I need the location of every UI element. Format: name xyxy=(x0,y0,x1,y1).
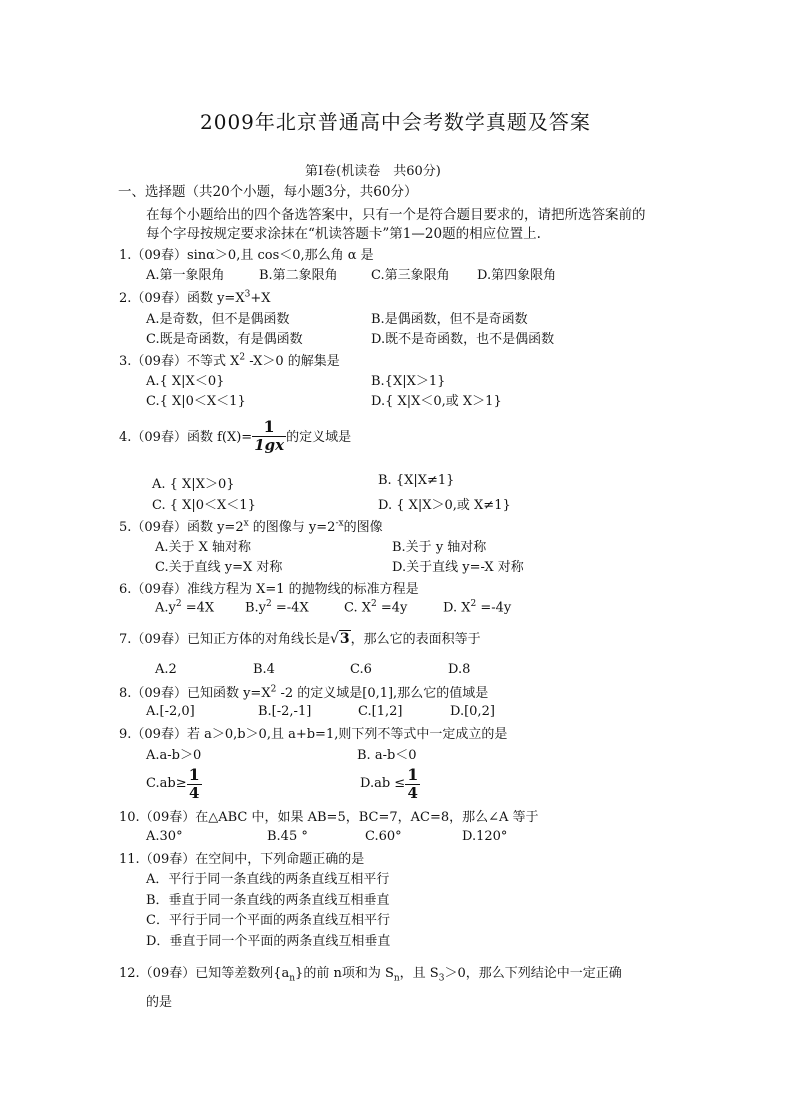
q8-option-c: C.[1,2] xyxy=(358,704,403,719)
q7-option-b: B.4 xyxy=(253,662,275,677)
q4-option-c: C. { X|0＜X＜1} xyxy=(152,498,256,513)
q11-option-b: B．垂直于同一条直线的两条直线互相垂直 xyxy=(146,893,390,908)
instruction-line1: 在每个小题给出的四个备选答案中，只有一个是符合题目要求的，请把所选答案前的 xyxy=(146,207,646,223)
q9-option-b: B. a-b＜0 xyxy=(357,748,417,763)
instruction-line2: 每个字母按规定要求涂抹在“机读答题卡”第1—20题的相应位置上. xyxy=(146,226,541,242)
q5-option-a: A.关于 X 轴对称 xyxy=(155,540,252,555)
q6-option-d: D. $X^2 =-4y$ xyxy=(443,599,512,616)
question-10-stem: 10.（09春）在△ABC 中，如果 AB=5，BC=7，AC=8，那么∠A 等于 xyxy=(119,810,539,825)
page-title: 2009年北京普通高中会考数学真题及答案 xyxy=(200,110,591,134)
section-header: 第Ⅰ卷(机读卷 共60分) xyxy=(305,164,441,179)
question-12-stem-line2: 的是 xyxy=(146,995,173,1010)
q10-option-a: A.30° xyxy=(146,829,183,844)
q7-option-d: D.8 xyxy=(448,662,471,677)
q9-option-c: C.ab≥ $\frac{1}{4}$ xyxy=(146,765,200,802)
q7-sqrt: √3 xyxy=(329,631,350,647)
q7-option-a: A.2 xyxy=(155,662,177,677)
question-5-stem: 5.（09春）函数 $y=2^x$ 的图像与 $y=2^{-x}$的图像 xyxy=(119,518,383,535)
question-9-stem: 9.（09春）若 a＞0,b＞0,且 a+b=1,则下列不等式中一定成立的是 xyxy=(119,727,508,742)
q3-option-a: A.{ X|X＜0} xyxy=(146,374,225,389)
q3-option-b: B.{X|X＞1} xyxy=(371,374,446,389)
question-4-stem: 4.（09春）函数 f(X)= $\frac{1}{1gx}$ 的定义域是 xyxy=(119,417,352,454)
question-1-stem: 1.（09春）sinα＞0,且 cos＜0,那么角 α 是 xyxy=(119,248,374,263)
q11-option-a: A．平行于同一条直线的两条直线互相平行 xyxy=(146,872,390,887)
q11-option-d: D．垂直于同一个平面的两条直线互相垂直 xyxy=(146,934,391,949)
q6-option-a: $A.y^2 =4X$ xyxy=(155,599,215,616)
q3-option-d: D.{ X|X＜0,或 X＞1} xyxy=(371,394,502,409)
q8-option-b: B.[-2,-1] xyxy=(258,704,312,719)
q6-option-c: C. $X^2 =4y$ xyxy=(344,599,408,616)
q4-option-b: B. {X|X≠1} xyxy=(378,473,455,488)
q4-option-a: A. { X|X＞0} xyxy=(152,477,235,492)
q1-option-b: B.第二象限角 xyxy=(259,268,338,283)
q10-option-d: D.120° xyxy=(462,829,508,844)
question-3-stem: 3.（09春）不等式 $X^2$ -X＞0 的解集是 xyxy=(119,352,340,369)
q9-d-fraction: $\frac{1}{4}$ xyxy=(407,765,419,802)
q6-option-b: $B.y^2 =-4X$ xyxy=(245,599,309,616)
q5-option-d: D.关于直线 y=-X 对称 xyxy=(392,560,524,575)
q4-option-d: D. { X|X＞0,或 X≠1} xyxy=(378,498,511,513)
q5-option-b: B.关于 y 轴对称 xyxy=(392,540,487,555)
q8-option-a: A.[-2,0] xyxy=(146,704,195,719)
q2-option-d: D.既不是奇函数，也不是偶函数 xyxy=(371,332,555,347)
q3-option-c: C.{ X|0＜X＜1} xyxy=(146,394,246,409)
q1-option-c: C.第三象限角 xyxy=(371,268,450,283)
question-7-stem: 7.（09春）已知正方体的对角线长是√3，那么它的表面积等于 xyxy=(119,631,481,647)
q9-option-a: A.a-b＞0 xyxy=(146,748,202,763)
q5-option-c: C.关于直线 y=X 对称 xyxy=(155,560,283,575)
question-8-stem: 8.（09春）已知函数 $y=X^2$ -2 的定义域是[0,1],那么它的值域是 xyxy=(119,684,489,701)
question-2-stem: 2.（09春）函数 $y=X^3+X$ xyxy=(119,289,271,306)
question-11-stem: 11.（09春）在空间中，下列命题正确的是 xyxy=(119,852,365,867)
q1-option-a: A.第一象限角 xyxy=(146,268,225,283)
q2-option-c: C.既是奇函数，有是偶函数 xyxy=(146,332,303,347)
q10-option-b: B.45 ° xyxy=(267,829,308,844)
q11-option-c: C．平行于同一个平面的两条直线互相平行 xyxy=(146,913,390,928)
q10-option-c: C.60° xyxy=(365,829,402,844)
question-6-stem: 6.（09春）准线方程为 X=1 的抛物线的标准方程是 xyxy=(119,582,419,597)
q8-option-d: D.[0,2] xyxy=(450,704,495,719)
q2-option-a: A.是奇数，但不是偶函数 xyxy=(146,312,290,327)
q9-option-d: D.ab ≤ $\frac{1}{4}$ xyxy=(360,765,419,802)
q7-option-c: C.6 xyxy=(350,662,372,677)
question-12-stem: 12.（09春）已知等差数列$\{a_n\}$的前 n项和为 $S_n$，且 $S_3>0$，那么下列结论中一定正确 xyxy=(119,966,622,984)
q1-option-d: D.第四象限角 xyxy=(477,268,557,283)
q4-fraction: $\frac{1}{1gx}$ xyxy=(254,417,285,454)
part1-heading: 一、选择题（共20个小题，每小题3分，共60分） xyxy=(118,184,418,200)
q9-c-fraction: $\frac{1}{4}$ xyxy=(188,765,200,802)
q2-option-b: B.是偶函数，但不是奇函数 xyxy=(371,312,528,327)
